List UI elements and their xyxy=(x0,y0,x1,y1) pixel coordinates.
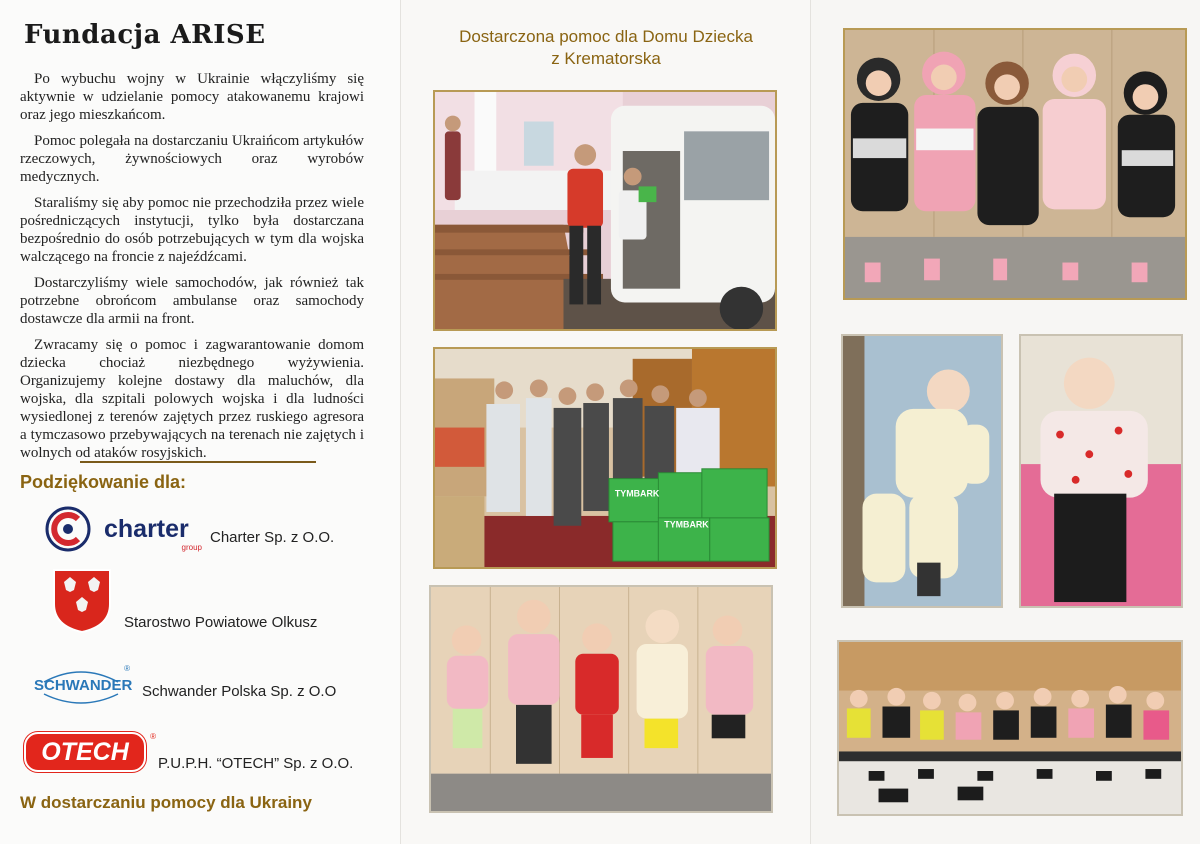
baby-pink-photo xyxy=(1019,334,1183,608)
sponsor-name: P.U.P.H. “OTECH” Sp. z O.O. xyxy=(158,755,354,772)
sponsor-olkusz xyxy=(52,568,317,634)
registered-mark: ® xyxy=(150,731,156,741)
charter-logo-icon xyxy=(44,505,92,553)
registered-mark: ® xyxy=(124,664,130,673)
charter-logo-sub: group xyxy=(181,542,202,552)
paragraph: Staraliśmy się aby pomoc nie przechodziła przez wiele pośredniczących instytucji, tylko była dostarczana bezpośrednio do osób potrzebujących w tym dla wojska walczącego na froncie z najeźdźcami. xyxy=(20,195,364,265)
children-sitting-image xyxy=(839,642,1181,814)
thanks-heading: Podziękowanie dla: xyxy=(20,472,187,492)
footer-heading: W dostarczaniu pomocy dla Ukrainy xyxy=(20,793,312,812)
sponsor-schwander xyxy=(32,664,336,710)
delivery-title-line: Dostarczona pomoc dla Domu Dziecka xyxy=(459,27,753,46)
van-delivery-photo xyxy=(433,90,777,331)
supplies-room-photo xyxy=(433,347,777,569)
otech-logo xyxy=(24,731,156,772)
sponsor-name: Charter Sp. z O.O. xyxy=(210,528,335,546)
delivery-title xyxy=(401,26,811,70)
schwander-logo xyxy=(32,664,133,710)
paragraph: Zwracamy się o pomoc i zagwarantowanie domom dziecka chociaż niezbędnego wyżywienia. Organizujemy kolejne dostawy dla maluchów, dla wojska, dla szpitali polowych wojska i dla ludności wysiedlonej z terenów zajętych przez ruskiego agresora a tymczasowo przebywających na terenach nie zajętych i wolnych od ataków rosyjskich. xyxy=(20,337,364,461)
middle-panel xyxy=(400,0,811,844)
foundation-title: Fundacja ARISE xyxy=(24,20,266,50)
schwander-logo-text: SCHWANDER xyxy=(34,677,133,694)
baby-pink-image xyxy=(1021,336,1181,606)
van-delivery-image xyxy=(435,92,775,329)
section-divider xyxy=(80,461,316,463)
left-panel xyxy=(0,0,400,844)
baby-blanket-photo xyxy=(841,334,1003,608)
baby-blanket-image xyxy=(843,336,1001,606)
coat-of-arms-icon xyxy=(52,568,112,634)
delivery-title-line: z Krematorska xyxy=(551,49,661,68)
sponsor-otech xyxy=(24,731,353,772)
children-group-photo xyxy=(429,585,773,813)
supplies-room-image xyxy=(435,349,775,567)
paragraph: Pomoc polegała na dostarczaniu Ukraińcom artykułów rzeczowych, żywnościowych oraz wyrobów medycznych. xyxy=(20,133,364,185)
sponsor-name: Starostwo Powiatowe Olkusz xyxy=(124,613,318,631)
otech-logo-text: OTECH xyxy=(41,737,129,766)
children-group-image xyxy=(431,587,771,811)
children-jackets-image xyxy=(845,30,1185,298)
children-sitting-photo xyxy=(837,640,1183,816)
charter-wordmark xyxy=(104,514,204,552)
sponsor-name: Schwander Polska Sp. z O.O xyxy=(142,682,337,700)
right-panel xyxy=(810,0,1200,844)
paragraph: Dostarczyliśmy wiele samochodów, jak również tak potrzebne obrońcom ambulanse oraz samochody dostawcze dla armii na front. xyxy=(20,275,364,327)
foundation-description xyxy=(20,70,364,470)
children-jackets-photo xyxy=(843,28,1187,300)
charter-logo-text: charter xyxy=(104,514,189,543)
paragraph: Po wybuchu wojny w Ukrainie włączyliśmy się aktywnie w udzielanie pomocy atakowanemu krajowi oraz jego mieszkańcom. xyxy=(20,71,364,123)
box-label: TYMBARK xyxy=(664,519,709,530)
sponsor-charter xyxy=(44,505,334,553)
box-label: TYMBARK xyxy=(614,488,660,499)
